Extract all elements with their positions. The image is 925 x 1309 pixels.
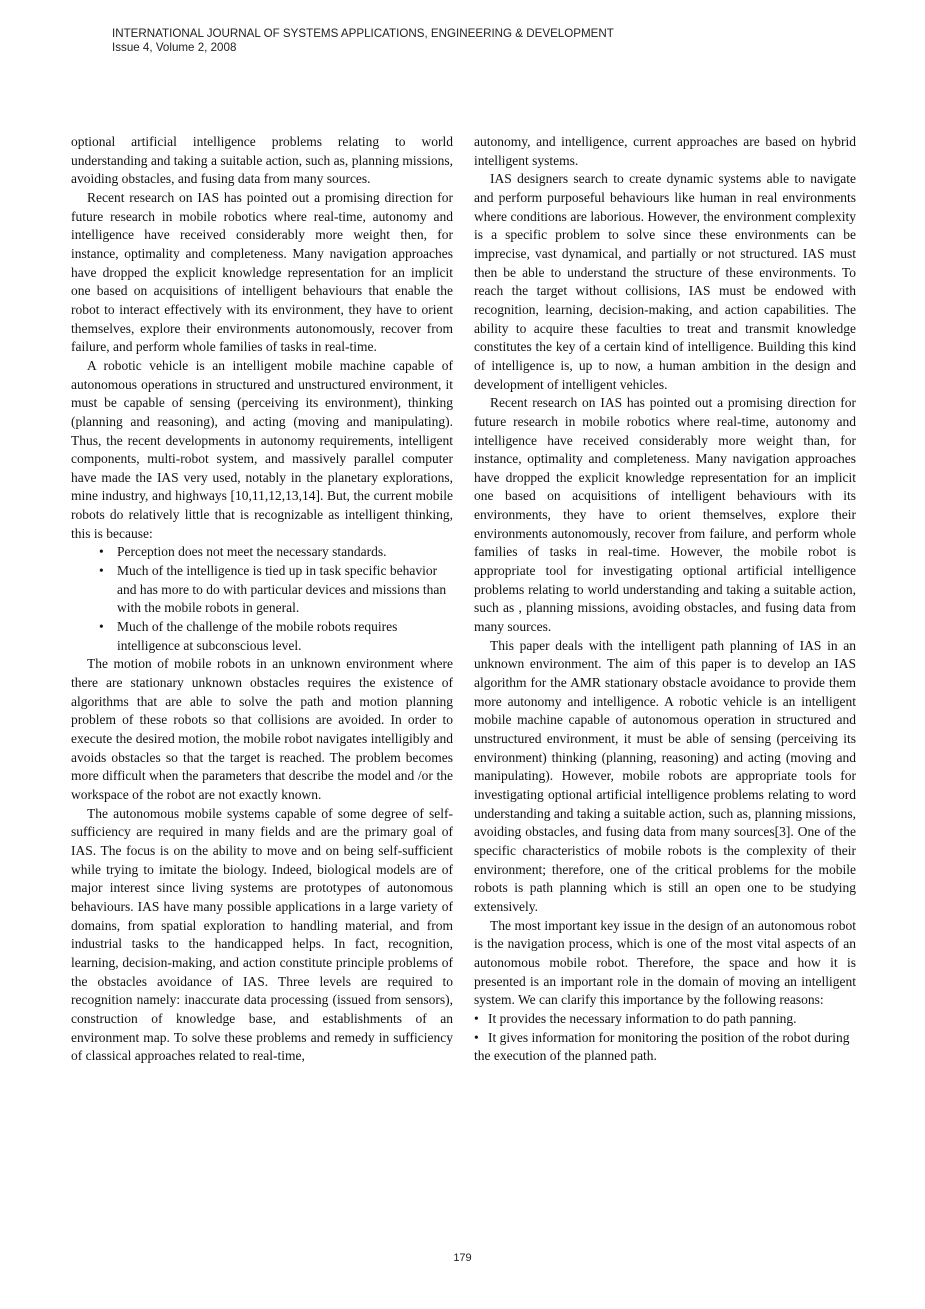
right-paragraph-5: The most important key issue in the design of an autonomous robot is the navigation process, which is one of the most vital aspects of an autonomous mobile robot. Therefore, the space and how it is presented is an important role in the domain of moving an intelligent system. We can clarify this importance by the following reasons: — [474, 917, 856, 1008]
bullet-item — [474, 1029, 856, 1066]
right-paragraph-3: Recent research on IAS has pointed out a promising direction for future research in mobile robotics where real-time, autonomy and intelligence have received considerably more weight than, for instance, optimality and completeness. Many navigation approaches have dropped the explicit knowledge representation for an implicit one based on acquisitions of intelligent behaviours with its environments, they have to orient themselves, explore their environments autonomously, recover from failure, and perform whole families of tasks in real-time. However, the mobile robot is appropriate tool for investigating optional artificial intelligence problems relating to world understanding and taking a suitable action, such as , planning missions, avoiding obstacles, and fusing data from many sources. — [474, 395, 856, 635]
left-paragraph-3: A robotic vehicle is an intelligent mobile machine capable of autonomous operations in structured and unstructured environment, it must be capable of sensing (perceiving its environment), thinking (planning and reasoning), and acting (moving and manipulating). Thus, the recent developments in autonomy requirements, intelligent components, multi-robot system, and massively parallel computer have made the IAS very used, notably in the planetary explorations, mine industry, and highways [10,11,12,13,14]. But, the current mobile robots do relatively little that is recognizable as intelligent thinking, this is because: — [71, 357, 453, 541]
left-bullet-list — [71, 543, 453, 655]
left-paragraph-5: The autonomous mobile systems capable of some degree of self-sufficiency are required in many fields and are the primary goal of IAS. The focus is on the ability to move and on being self-sufficient while trying to imitate the biology. Indeed, biological models are of major interest since living systems are prototypes of autonomous behaviours. IAS have many possible applications in a large variety of domains, from spatial exploration to handling material, and from industrial tasks to the handicapped helps. In fact, recognition, learning, decision-making, and action constitute principle problems of the obstacles avoidance of IAS. Three levels are required to recognition namely: inaccurate data processing (issued from sensors), construction of knowledge base, and establishments of an environment map. To solve these problems and remedy in sufficiency of classical approaches related to real-time, — [71, 805, 453, 1064]
left-paragraph-4: The motion of mobile robots in an unknown environment where there are stationary unknown obstacles requires the existence of algorithms that are able to solve the path and motion planning problem of these robots so that collisions are avoided. In order to execute the desired motion, the mobile robot navigates intelligibly and avoids obstacles so that the target is reached. The problem becomes more difficult when the parameters that describe the model and /or the workspace of the robot are not exactly known. — [71, 656, 453, 802]
bullet-item: • Much of the challenge of the mobile robots requires intelligence at subconscious level. — [71, 618, 453, 655]
page-number: 179 — [453, 1252, 472, 1264]
bullet-icon: • — [474, 1029, 479, 1045]
bullet-text: It provides the necessary information to do path panning. — [488, 1010, 797, 1026]
right-paragraph-1: autonomy, and intelligence, current approaches are based on hybrid intelligent systems. — [474, 134, 856, 168]
left-column — [71, 133, 453, 1066]
bullet-icon: • — [474, 1010, 479, 1026]
bullet-item: • Perception does not meet the necessary standards. — [71, 543, 453, 562]
right-column — [474, 133, 856, 1066]
right-paragraph-2: IAS designers search to create dynamic systems able to navigate and perform purposeful behaviours like human in real environments where conditions are laborious. However, the environment complexity is a specific problem to solve since these environments can be imprecise, vast dynamical, and partially or not structured. IAS must then be able to understand the structure of these environments. To reach the target without collisions, IAS must be endowed with recognition, learning, decision-making, and action capabilities. The ability to acquire these faculties to treat and transmit knowledge constitutes the key of a certain kind of intelligence. Building this kind of intelligence is, up to now, a human ambition in the design and development of intelligent vehicles. — [474, 171, 856, 392]
issue-line: Issue 4, Volume 2, 2008 — [112, 41, 237, 54]
running-header — [112, 27, 614, 55]
left-paragraph-2: Recent research on IAS has pointed out a promising direction for future research in mobile robotics where real-time, autonomy and intelligence have received considerably more weight then, for instance, optimality and completeness. Many navigation approaches have dropped the explicit knowledge representation for an implicit one based on acquisitions of intelligent behaviours that enable the robot to interact effectively with its environment, they have to orient themselves, explore their environments autonomously, recover from failure, and perform whole families of tasks in real-time. — [71, 189, 453, 355]
bullet-item — [474, 1010, 856, 1029]
journal-title: INTERNATIONAL JOURNAL OF SYSTEMS APPLICATIONS, ENGINEERING & DEVELOPMENT — [112, 27, 614, 40]
bullet-item: • Much of the intelligence is tied up in task specific behavior and has more to do with particular devices and missions than with the mobile robots in general. — [71, 562, 453, 618]
right-paragraph-4: This paper deals with the intelligent path planning of IAS in an unknown environment. The aim of this paper is to develop an IAS algorithm for the AMR stationary obstacle avoidance to provide them more autonomy and intelligence. A robotic vehicle is an intelligent mobile machine capable of autonomous operation in structured and unstructured environment, it must be able of sensing (perceiving its environment) thinking (planning, reasoning) and acting (moving and manipulating). However, mobile robots are appropriate tools for investigating optional artificial intelligence problems relating to word understanding and taking a suitable action, such as, planning missions, avoiding obstacles, and fusing data from many sources[3]. One of the specific characteristics of mobile robots is the complexity of their environment; therefore, one of the critical problems for the mobile robots is path planning which is still an open one to be studying extensively. — [474, 637, 856, 914]
right-bullet-list — [474, 1010, 856, 1066]
left-paragraph-1: optional artificial intelligence problems relating to world understanding and taking a suitable action, such as, planning missions, avoiding obstacles, and fusing data from many sources. — [71, 134, 453, 187]
bullet-text: It gives information for monitoring the position of the robot during the execution of the planned path. — [474, 1029, 850, 1064]
